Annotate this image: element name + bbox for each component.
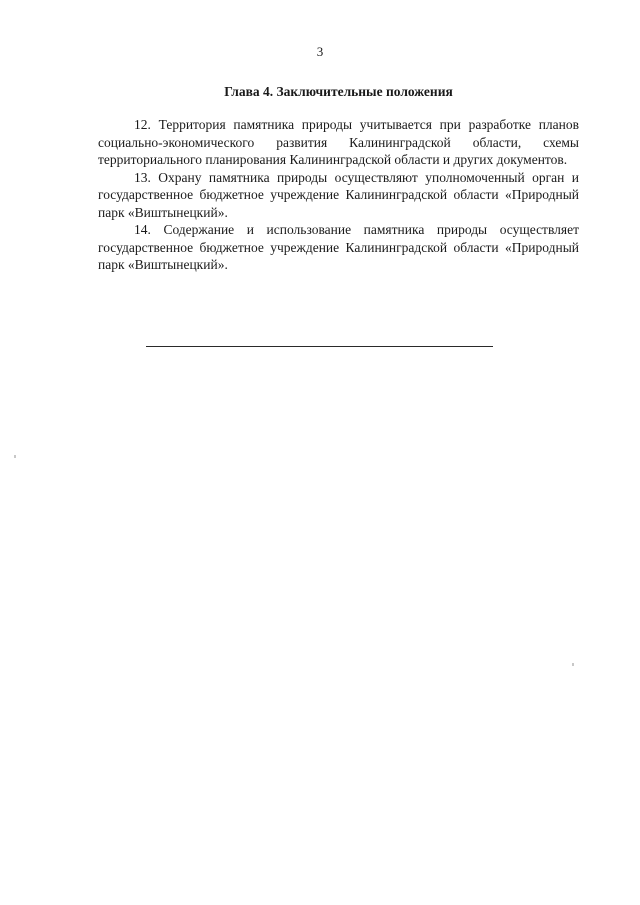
scan-speck — [14, 455, 16, 458]
document-body — [98, 116, 579, 274]
paragraph-13: 13. Охрану памятника природы осуществляют уполномоченный орган и государственное бюджетное учреждение Калининградской области «Природный парк «Виштынецкий». — [98, 169, 579, 220]
end-separator-line — [146, 346, 493, 347]
paragraph-14: 14. Содержание и использование памятника природы осуществляет государственное бюджетное учреждение Калининградской области «Природный парк «Виштынецкий». — [98, 222, 579, 272]
chapter-title: Глава 4. Заключительные положения — [224, 84, 453, 99]
scan-speck — [572, 663, 574, 666]
paragraph-12: 12. Территория памятника природы учитывается при разработке планов социально-экономического развития Калининградской области, схемы территориального планирования Калининградской области и других документов. — [98, 117, 579, 167]
page-number: 3 — [316, 44, 324, 59]
